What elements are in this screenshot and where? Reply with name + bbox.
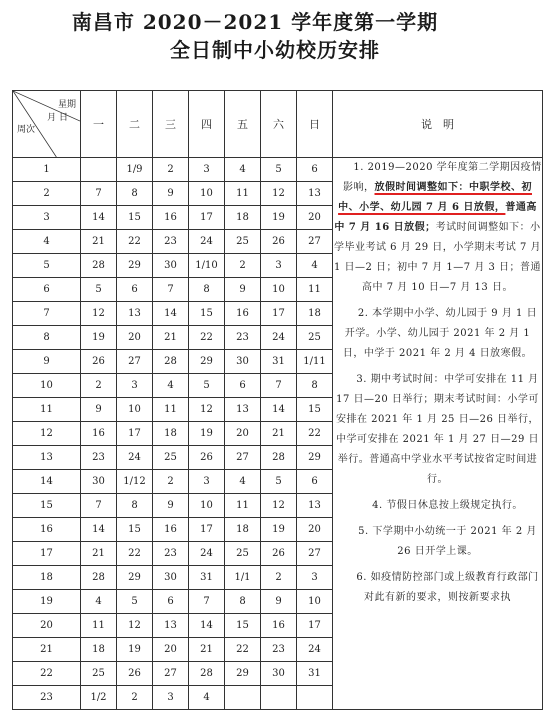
week-number-cell: 12 [13, 421, 81, 445]
date-cell: 23 [153, 541, 189, 565]
date-cell: 25 [297, 325, 333, 349]
date-cell: 29 [117, 253, 153, 277]
date-cell: 15 [297, 397, 333, 421]
corner-cell [13, 91, 81, 158]
date-cell: 22 [225, 637, 261, 661]
date-cell: 29 [117, 565, 153, 589]
date-cell: 14 [189, 613, 225, 637]
week-number-cell: 15 [13, 493, 81, 517]
date-cell: 2 [225, 253, 261, 277]
date-cell: 7 [153, 277, 189, 301]
date-cell: 1/1 [225, 565, 261, 589]
date-cell: 30 [153, 565, 189, 589]
date-cell: 1/12 [117, 469, 153, 493]
date-cell: 4 [189, 685, 225, 709]
date-cell: 16 [261, 613, 297, 637]
title-line-1: 南昌市 2020－2021 学年度第一学期 [71, 10, 439, 34]
date-cell: 24 [297, 637, 333, 661]
date-cell: 21 [261, 421, 297, 445]
date-cell: 22 [297, 421, 333, 445]
date-cell: 9 [261, 589, 297, 613]
week-number-cell: 21 [13, 637, 81, 661]
date-cell: 24 [189, 229, 225, 253]
calendar-body [13, 158, 543, 710]
date-cell: 22 [189, 325, 225, 349]
date-cell: 3 [153, 685, 189, 709]
date-cell: 17 [117, 421, 153, 445]
date-cell: 10 [117, 397, 153, 421]
date-cell: 4 [225, 469, 261, 493]
week-number-cell: 13 [13, 445, 81, 469]
date-cell [81, 158, 117, 182]
date-cell: 20 [153, 637, 189, 661]
date-cell: 2 [261, 565, 297, 589]
date-cell: 9 [153, 493, 189, 517]
date-cell: 22 [117, 541, 153, 565]
header-sat: 六 [261, 91, 297, 158]
date-cell: 22 [117, 229, 153, 253]
date-cell: 21 [81, 541, 117, 565]
date-cell: 13 [297, 493, 333, 517]
date-cell: 8 [117, 493, 153, 517]
date-cell: 3 [261, 253, 297, 277]
date-cell: 2 [153, 469, 189, 493]
week-number-cell: 2 [13, 181, 81, 205]
week-number-cell: 16 [13, 517, 81, 541]
date-cell: 25 [81, 661, 117, 685]
header-row [13, 91, 543, 158]
note-1-highschool-holiday: 普通高中 7 月 16 日放假； [334, 202, 537, 233]
header-wed: 三 [153, 91, 189, 158]
date-cell: 2 [153, 158, 189, 182]
header-mon: 一 [81, 91, 117, 158]
date-cell: 15 [189, 301, 225, 325]
date-cell: 3 [117, 373, 153, 397]
week-number-cell: 22 [13, 661, 81, 685]
date-cell: 21 [189, 637, 225, 661]
date-cell: 4 [297, 253, 333, 277]
date-cell: 16 [81, 421, 117, 445]
week-number-cell: 19 [13, 589, 81, 613]
date-cell: 1/2 [81, 685, 117, 709]
note-3: 3. 期中考试时间：中学可安排在 11 月 17 日—20 日举行；期末考试时间：小学可安排在 2021 年 1 月 25 日—26 日举行，中学可安排在 2021 年 1 月 27 日—29 日举行。普通高中学业水平考试按省定时间进行。 [335, 374, 539, 485]
date-cell: 11 [225, 181, 261, 205]
date-cell: 24 [117, 445, 153, 469]
date-cell: 15 [117, 205, 153, 229]
date-cell: 18 [81, 637, 117, 661]
date-cell: 25 [225, 541, 261, 565]
date-cell: 26 [261, 541, 297, 565]
date-cell: 13 [117, 301, 153, 325]
date-cell: 5 [81, 277, 117, 301]
note-2: 2. 本学期中小学、幼儿园于 9 月 1 日开学。小学、幼儿园于 2021 年 2 月 1 日，中学于 2021 年 2 月 4 日放寒假。 [342, 308, 538, 359]
date-cell: 8 [189, 277, 225, 301]
date-cell: 20 [225, 421, 261, 445]
week-number-cell: 9 [13, 349, 81, 373]
date-cell: 20 [117, 325, 153, 349]
date-cell: 6 [225, 373, 261, 397]
date-cell: 18 [297, 301, 333, 325]
header-fri: 五 [225, 91, 261, 158]
date-cell: 19 [261, 205, 297, 229]
date-cell: 6 [117, 277, 153, 301]
date-cell: 5 [261, 158, 297, 182]
header-tue: 二 [117, 91, 153, 158]
note-5: 5. 下学期中小幼统一于 2021 年 2 月 26 日开学上课。 [358, 526, 537, 557]
corner-label-week: 星期 [57, 100, 76, 110]
week-number-cell: 10 [13, 373, 81, 397]
table-row [13, 158, 543, 182]
week-number-cell: 1 [13, 158, 81, 182]
date-cell: 7 [81, 181, 117, 205]
header-sun: 日 [297, 91, 333, 158]
date-cell: 11 [81, 613, 117, 637]
date-cell: 12 [261, 181, 297, 205]
note-1-exam-schedule: 考试时间调整如下：小学毕业考试 6 月 29 日，小学期末考试 7 月 1 日—2 日；初中 7 月 1—7 月 3 日；普通高中 7 月 10 日—7 月 13 日。 [333, 222, 542, 293]
date-cell: 8 [297, 373, 333, 397]
date-cell: 13 [225, 397, 261, 421]
date-cell: 28 [261, 445, 297, 469]
date-cell [297, 685, 333, 709]
date-cell: 17 [189, 517, 225, 541]
date-cell: 29 [297, 445, 333, 469]
date-cell: 3 [189, 158, 225, 182]
date-cell: 28 [153, 349, 189, 373]
date-cell: 19 [81, 325, 117, 349]
date-cell: 26 [261, 229, 297, 253]
date-cell: 18 [225, 205, 261, 229]
date-cell: 8 [117, 181, 153, 205]
date-cell: 23 [81, 445, 117, 469]
date-cell [261, 685, 297, 709]
title-line-2: 全日制中小幼校历安排 [170, 38, 380, 62]
date-cell: 16 [225, 301, 261, 325]
date-cell: 24 [261, 325, 297, 349]
date-cell: 10 [261, 277, 297, 301]
date-cell: 12 [117, 613, 153, 637]
date-cell: 15 [117, 517, 153, 541]
date-cell: 4 [225, 158, 261, 182]
date-cell: 16 [153, 205, 189, 229]
date-cell: 13 [153, 613, 189, 637]
week-number-cell: 18 [13, 565, 81, 589]
date-cell: 27 [297, 229, 333, 253]
week-number-cell: 20 [13, 613, 81, 637]
date-cell: 21 [153, 325, 189, 349]
week-number-cell: 7 [13, 301, 81, 325]
date-cell: 26 [81, 349, 117, 373]
date-cell: 12 [261, 493, 297, 517]
date-cell: 6 [297, 469, 333, 493]
date-cell: 14 [153, 301, 189, 325]
date-cell: 14 [81, 517, 117, 541]
date-cell: 28 [81, 565, 117, 589]
week-number-cell: 14 [13, 469, 81, 493]
note-4: 4. 节假日休息按上级规定执行。 [372, 500, 523, 511]
date-cell: 11 [297, 277, 333, 301]
date-cell: 27 [225, 445, 261, 469]
date-cell: 28 [189, 661, 225, 685]
date-cell: 5 [117, 589, 153, 613]
date-cell: 19 [189, 421, 225, 445]
note-1-holiday-schedule: 放假时间调整如下：中职学校、初中、小学、幼儿园 7 月 6 日放假， [338, 182, 532, 213]
date-cell: 27 [117, 349, 153, 373]
date-cell: 25 [153, 445, 189, 469]
date-cell: 26 [117, 661, 153, 685]
date-cell: 4 [81, 589, 117, 613]
date-cell: 4 [153, 373, 189, 397]
date-cell: 7 [81, 493, 117, 517]
date-cell: 28 [81, 253, 117, 277]
date-cell: 12 [81, 301, 117, 325]
date-cell: 14 [261, 397, 297, 421]
date-cell: 14 [81, 205, 117, 229]
date-cell: 16 [153, 517, 189, 541]
date-cell: 18 [153, 421, 189, 445]
date-cell: 17 [261, 301, 297, 325]
date-cell: 17 [297, 613, 333, 637]
date-cell: 9 [225, 277, 261, 301]
date-cell: 3 [297, 565, 333, 589]
date-cell: 27 [297, 541, 333, 565]
date-cell: 23 [153, 229, 189, 253]
date-cell: 19 [117, 637, 153, 661]
corner-label-month-day: 月 日 [47, 113, 68, 123]
date-cell: 3 [189, 469, 225, 493]
date-cell: 24 [189, 541, 225, 565]
corner-label-week-no: 周次 [17, 125, 36, 135]
date-cell: 2 [117, 685, 153, 709]
header-thu: 四 [189, 91, 225, 158]
week-number-cell: 6 [13, 277, 81, 301]
date-cell: 29 [189, 349, 225, 373]
date-cell: 11 [153, 397, 189, 421]
date-cell: 21 [81, 229, 117, 253]
date-cell: 6 [153, 589, 189, 613]
date-cell: 31 [297, 661, 333, 685]
date-cell: 5 [261, 469, 297, 493]
date-cell: 20 [297, 517, 333, 541]
date-cell: 20 [297, 205, 333, 229]
date-cell: 13 [297, 181, 333, 205]
week-number-cell: 3 [13, 205, 81, 229]
date-cell: 10 [189, 181, 225, 205]
date-cell: 27 [153, 661, 189, 685]
date-cell: 9 [81, 397, 117, 421]
date-cell: 30 [261, 661, 297, 685]
date-cell: 1/9 [117, 158, 153, 182]
date-cell: 11 [225, 493, 261, 517]
date-cell: 1/11 [297, 349, 333, 373]
header-notes: 说 明 [333, 91, 543, 158]
date-cell: 7 [189, 589, 225, 613]
date-cell: 23 [225, 325, 261, 349]
date-cell: 6 [297, 158, 333, 182]
date-cell: 5 [189, 373, 225, 397]
calendar-table [12, 90, 543, 710]
week-number-cell: 4 [13, 229, 81, 253]
date-cell: 17 [189, 205, 225, 229]
week-number-cell: 17 [13, 541, 81, 565]
week-number-cell: 8 [13, 325, 81, 349]
date-cell: 1/10 [189, 253, 225, 277]
notes-cell [333, 158, 543, 710]
date-cell: 26 [189, 445, 225, 469]
date-cell: 15 [225, 613, 261, 637]
date-cell: 9 [153, 181, 189, 205]
note-1-intro: 1. 2019—2020 学年度第二学期因疫情影响， [343, 162, 542, 193]
week-number-cell: 11 [13, 397, 81, 421]
date-cell [225, 685, 261, 709]
date-cell: 10 [189, 493, 225, 517]
date-cell: 19 [261, 517, 297, 541]
date-cell: 18 [225, 517, 261, 541]
date-cell: 12 [189, 397, 225, 421]
date-cell: 30 [153, 253, 189, 277]
date-cell: 10 [297, 589, 333, 613]
date-cell: 30 [81, 469, 117, 493]
date-cell: 31 [261, 349, 297, 373]
note-6: 6. 如疫情防控部门或上级教育行政部门对此有新的要求，则按新要求执 [356, 572, 539, 603]
date-cell: 23 [261, 637, 297, 661]
date-cell: 8 [225, 589, 261, 613]
week-number-cell: 23 [13, 685, 81, 709]
date-cell: 29 [225, 661, 261, 685]
date-cell: 2 [81, 373, 117, 397]
date-cell: 31 [189, 565, 225, 589]
date-cell: 25 [225, 229, 261, 253]
date-cell: 7 [261, 373, 297, 397]
date-cell: 30 [225, 349, 261, 373]
week-number-cell: 5 [13, 253, 81, 277]
note-1 [333, 158, 542, 298]
